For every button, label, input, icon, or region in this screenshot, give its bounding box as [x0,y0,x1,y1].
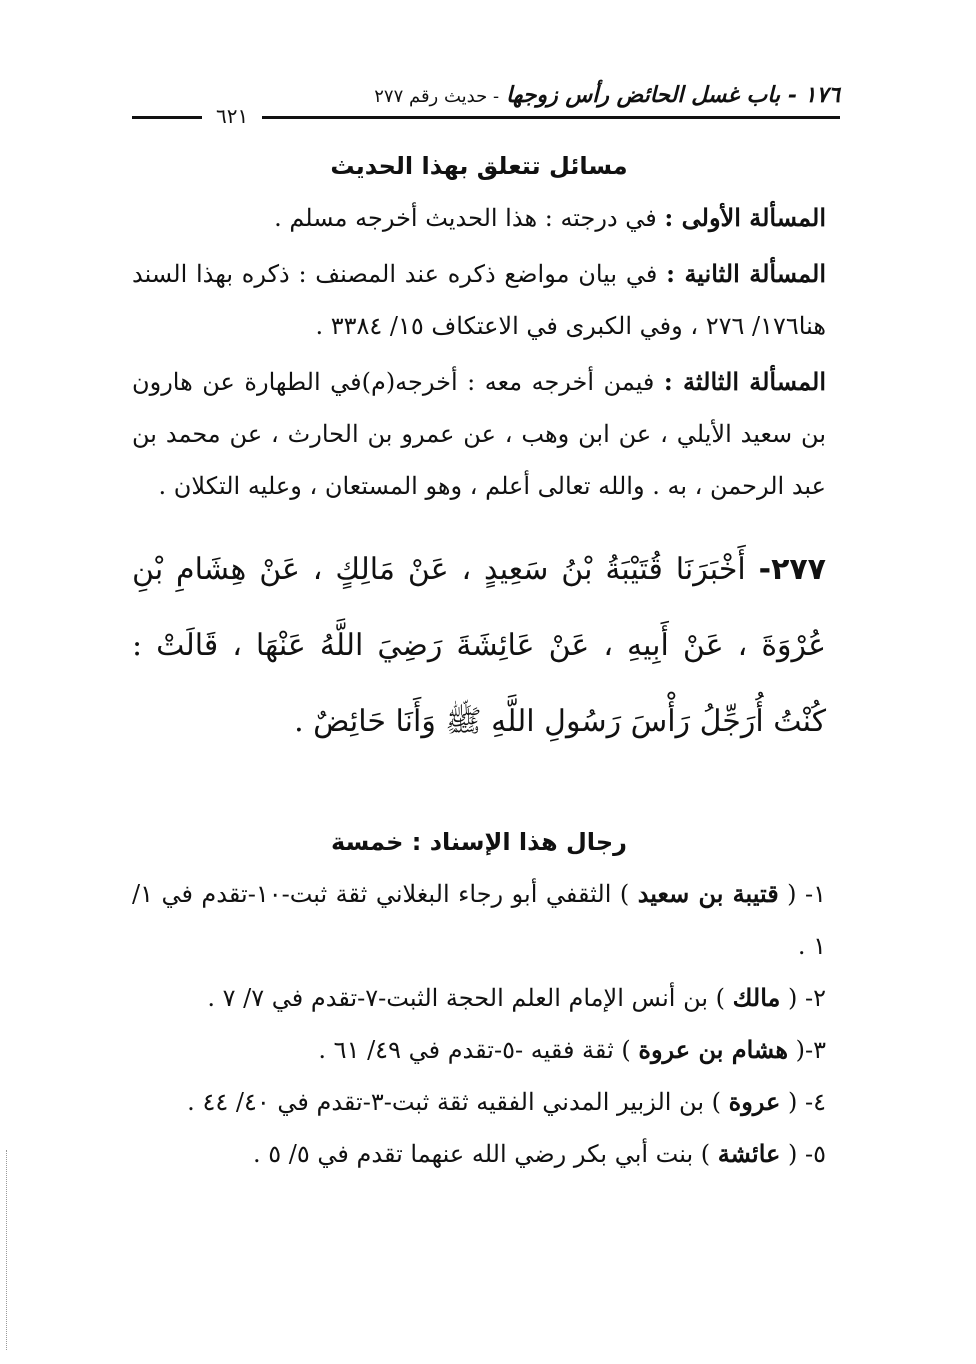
issue-2 [132,248,826,352]
issue-label: المسألة الثالثة : [663,367,826,396]
narrators-heading: رجال هذا الإسناد : خمسة [331,828,627,856]
narrator-item [132,868,826,972]
page-number: ٦٢١ [202,102,262,130]
running-header [132,78,840,128]
narrator-name: عروة [728,1087,781,1116]
narrator-name: هشام بن عروة [638,1035,788,1064]
hadith-reference: - حديث رقم ٢٧٧ [374,86,500,107]
narrator-details: ) الثقفي أبو رجاء البغلاني ثقة ثبت-١٠-تقدم في ١/ ١ . [132,880,826,960]
issue-label: المسألة الأولى : [664,203,826,232]
narrator-name: قتيبة بن سعيد [637,879,779,908]
narrator-details: ) بنت أبي بكر رضي الله عنهما تقدم في ٥/ ٥ . [253,1140,718,1168]
header-title [374,78,840,114]
narrator-details: ) بن أنس الإمام العلم الحجة الثبت-٧-تقدم في ٧/ ٧ . [207,984,733,1012]
narrator-item [132,1076,826,1128]
issues-heading: مسائل تتعلق بهذا الحديث [330,152,628,180]
issue-text: في بيان مواضع ذكره عند المصنف : ذكره بهذا السند هنا١٧٦/ ٢٧٦ ، وفي الكبرى في الاعتكاف ١٥/ ٣٣٨٤ . [132,260,826,340]
issue-text: في درجته : هذا الحديث أخرجه مسلم . [274,204,665,232]
narrator-prefix: ٤- ( [780,1088,826,1116]
chapter-title: ١٧٦ - باب غسل الحائض رأس زوجها [506,82,840,108]
hadith-number: ٢٧٧- [758,552,826,587]
narrator-details: ) ثقة فقيه -٥-تقدم في ٤٩/ ٦١ . [318,1036,639,1064]
narrator-name: مالك [732,983,781,1012]
issue-label: المسألة الثانية : [666,259,827,288]
issue-1 [132,192,826,244]
narrator-prefix: ٥- ( [780,1140,826,1168]
narrator-prefix: ٣-( [788,1036,826,1064]
issue-3 [132,356,826,512]
narrators-list [132,868,826,1180]
narrator-item [132,1128,826,1180]
hadith-text [132,532,826,760]
page-body [132,140,826,1180]
narrator-name: عائشة [717,1139,781,1168]
hadith-body: أَخْبَرَنَا قُتَيْبَةُ بْنُ سَعِيدٍ ، عَنْ مَالِكٍ ، عَنْ هِشَامِ بْنِ عُرْوَةَ ، عَنْ أَبِيهِ ، عَنْ عَائِشَةَ رَضِيَ اللَّهُ عَنْهَا ، قَالَتْ : كُنْتُ أُرَجِّلُ رَأْسَ رَسُولِ اللَّهِ ﷺ وَأَنَا حَائِضٌ . [132,552,826,739]
narrator-details: ) بن الزبير المدني الفقيه ثقة ثبت-٣-تقدم في ٤٠/ ٤٤ . [187,1088,729,1116]
narrator-prefix: ١- ( [778,880,826,908]
scan-margin-line [6,1150,7,1350]
narrator-prefix: ٢- ( [780,984,826,1012]
narrator-item [132,972,826,1024]
narrator-item [132,1024,826,1076]
issue-text: فيمن أخرجه معه : أخرجه(م)في الطهارة عن هارون بن سعيد الأيلي ، عن ابن وهب ، عن عمرو بن الحارث ، عن محمد بن عبد الرحمن ، به . والله تعالى أعلم ، وهو المستعان ، وعليه التكلان . [132,368,827,500]
